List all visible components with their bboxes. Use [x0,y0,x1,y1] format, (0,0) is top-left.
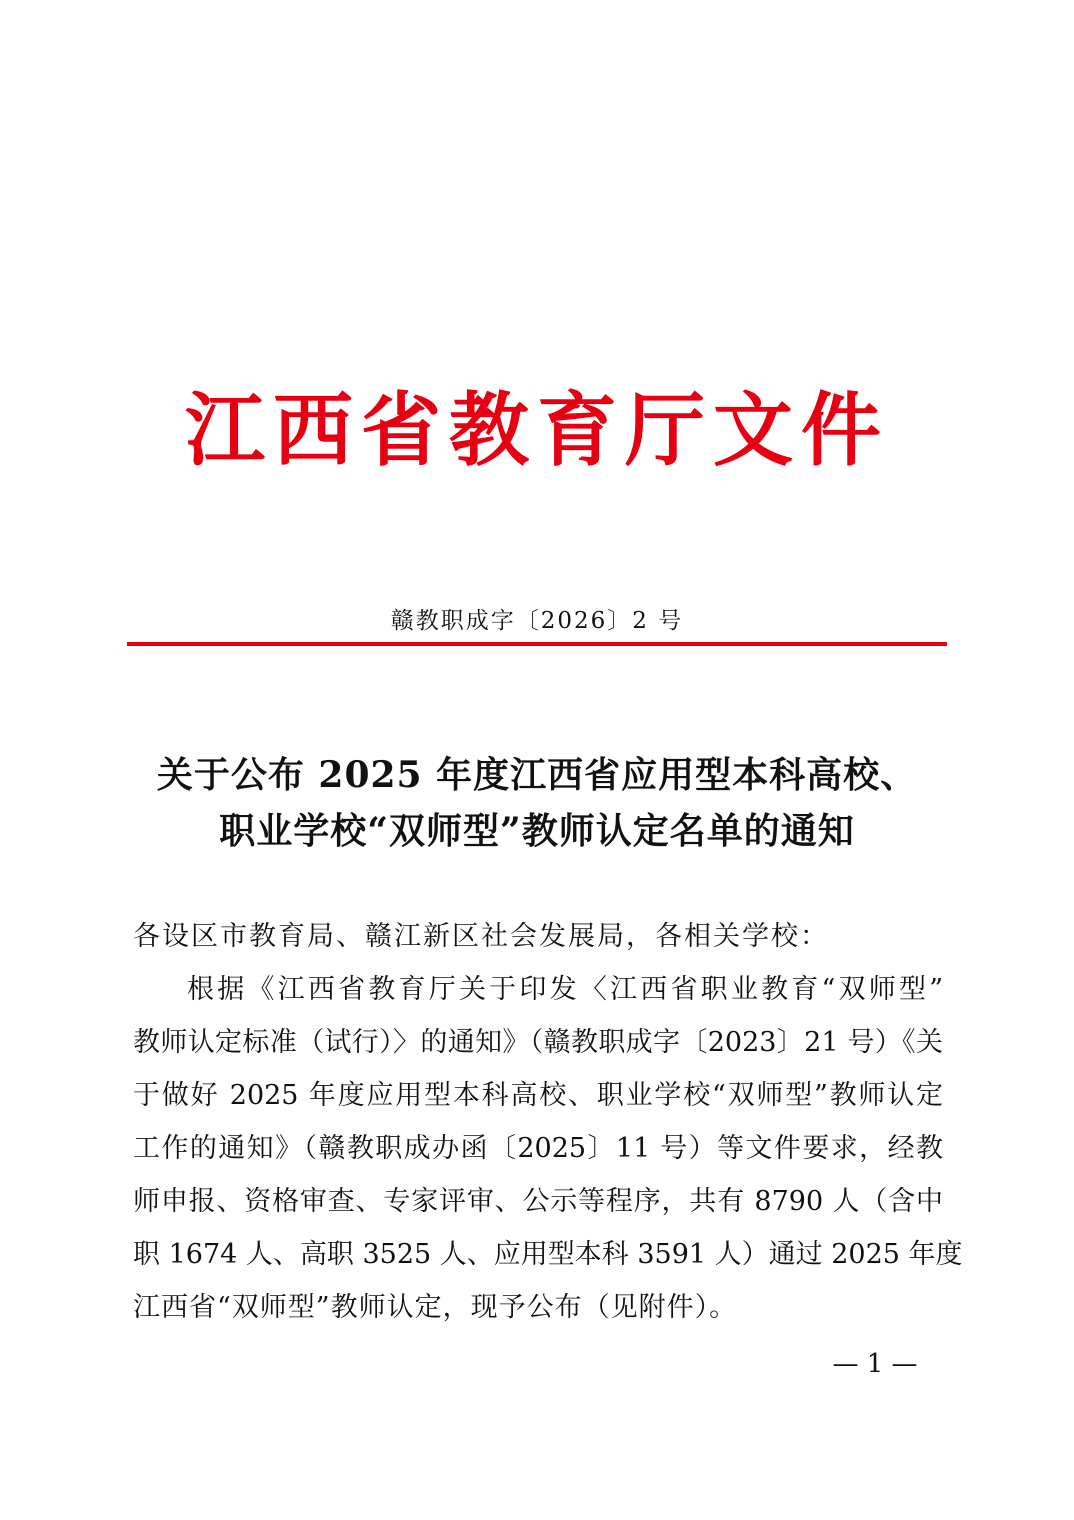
salutation: 各设区市教育局、赣江新区社会发展局，各相关学校： [133,921,829,952]
red-divider-line [127,642,947,646]
body-line: 根据《江西省教育厅关于印发〈江西省职业教育“双师型” [187,974,943,1005]
issuer-masthead: 江西省教育厅文件 [185,383,889,477]
body-line: 职 1674 人、高职 3525 人、应用型本科 3591 人）通过 2025 年度 [133,1239,963,1270]
body-line: 工作的通知》（赣教职成办函〔2025〕11 号）等文件要求，经教 [133,1133,943,1164]
notice-title-line-1: 关于公布 2025 年度江西省应用型本科高校、 [156,754,918,796]
document-number: 赣教职成字〔2026〕2 号 [390,608,684,634]
body-line: 江西省“双师型”教师认定，现予公布（见附件）。 [133,1292,738,1323]
notice-title-line-2: 职业学校“双师型”教师认定名单的通知 [219,810,855,852]
body-line: 教师认定标准（试行）〉的通知》（赣教职成字〔2023〕21 号）《关 [133,1027,943,1058]
body-line: 于做好 2025 年度应用型本科高校、职业学校“双师型”教师认定 [133,1080,943,1111]
page-number: — 1 — [832,1349,918,1379]
body-line: 师申报、资格审查、专家评审、公示等程序，共有 8790 人（含中 [133,1186,943,1217]
